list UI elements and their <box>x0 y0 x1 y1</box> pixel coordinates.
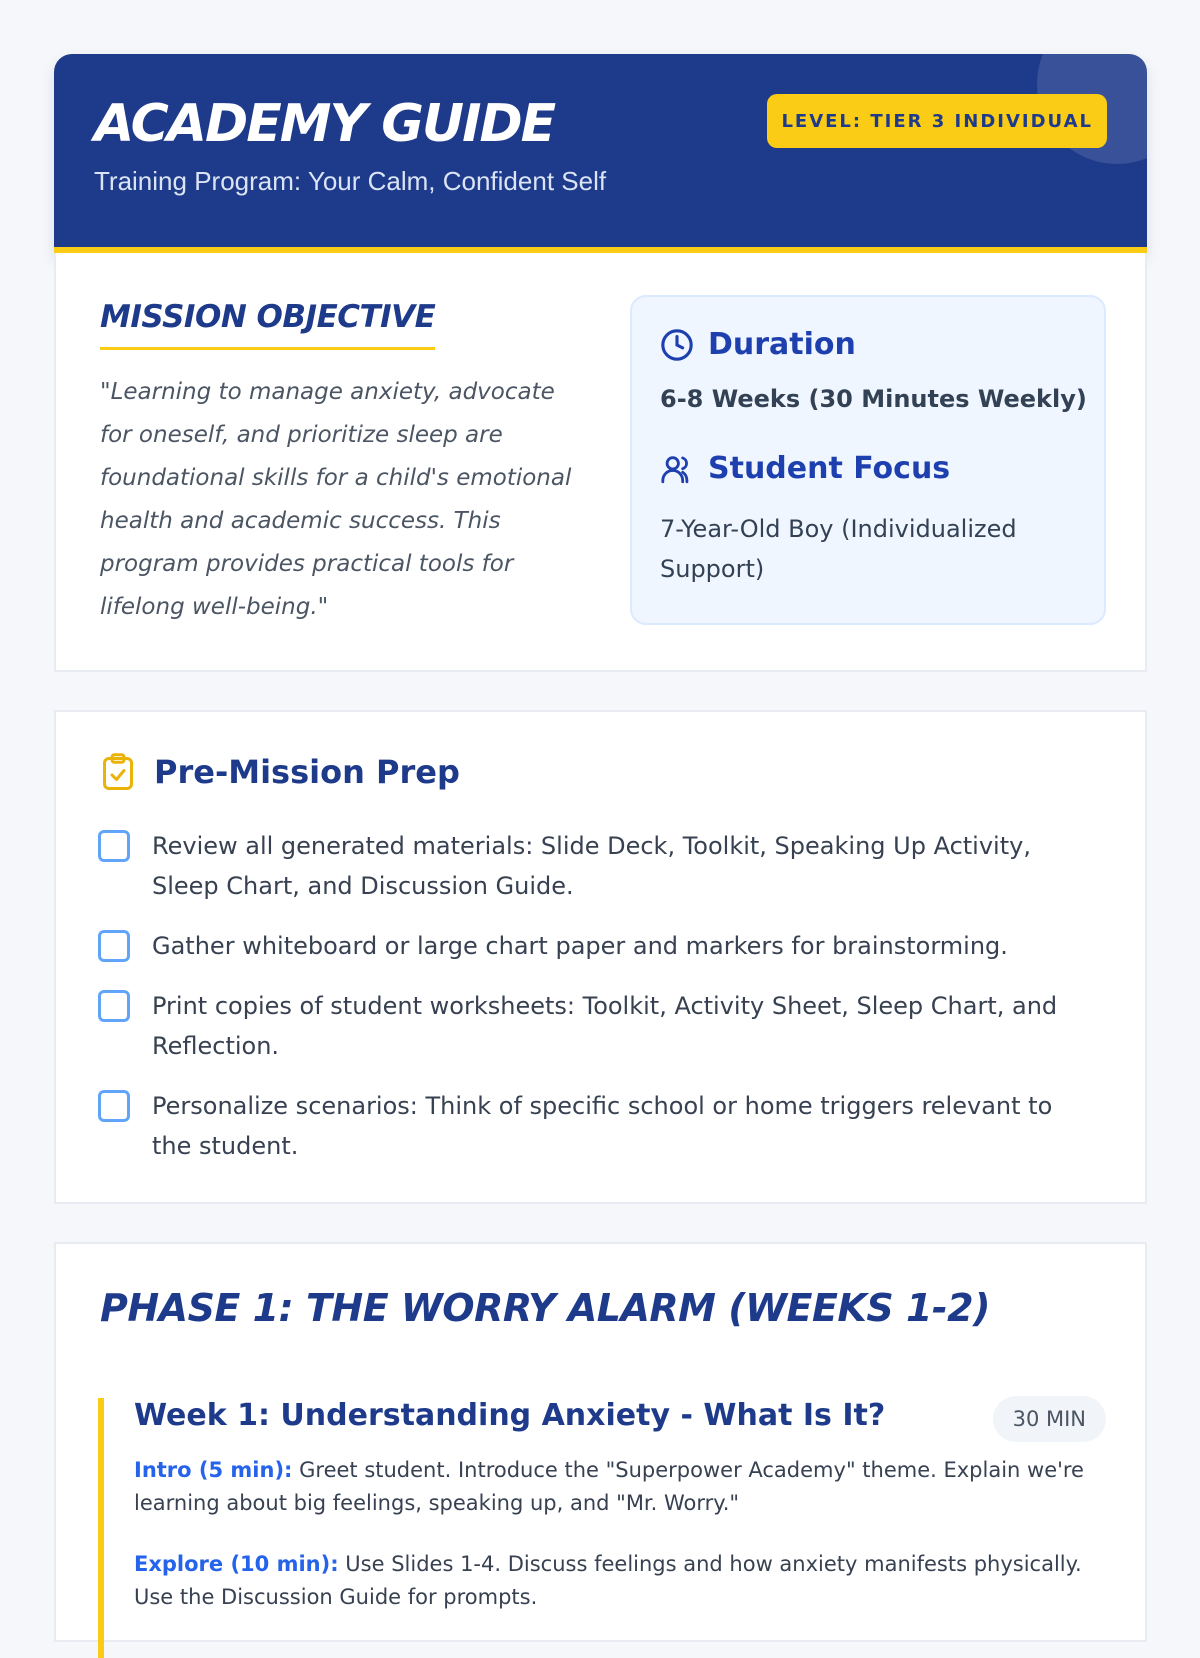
duration-value: 6-8 Weeks (30 Minutes Weekly) <box>660 385 1087 413</box>
week-1-card <box>98 1398 1106 1658</box>
prep-item <box>98 826 1098 906</box>
mission-quote: "Learning to manage anxiety, advocate for oneself, and prioritize sleep are foundational skills for a child's emotional health and academic success. This program provides practical tools for lifelong well-being." <box>100 379 572 620</box>
prep-heading <box>100 752 460 792</box>
intro-paragraph <box>134 1454 1094 1520</box>
prep-title: Pre-Mission Prep <box>154 753 460 791</box>
explore-label: Explore (10 min): <box>134 1552 339 1576</box>
duration-heading <box>660 327 856 362</box>
page-title: ACADEMY GUIDE <box>94 94 555 154</box>
focus-label: Student Focus <box>708 451 951 486</box>
duration-badge: 30 MIN <box>993 1396 1106 1442</box>
intro-label: Intro (5 min): <box>134 1458 293 1482</box>
mission-title: MISSION OBJECTIVE <box>100 299 435 350</box>
prep-checkbox[interactable] <box>98 1090 130 1122</box>
prep-item <box>98 926 1098 966</box>
duration-label: Duration <box>708 327 856 362</box>
academy-guide-page <box>54 54 1147 1642</box>
clipboard-check-icon <box>100 752 136 792</box>
users-icon <box>660 452 694 486</box>
focus-heading <box>660 451 950 486</box>
guide-header <box>54 54 1147 253</box>
mission-section <box>54 253 1147 672</box>
explore-text: Use Slides 1-4. Discuss feelings and how anxiety manifests physically. Use the Discussion Guide for prompts. <box>134 1552 1082 1609</box>
week-title: Week 1: Understanding Anxiety - What Is It? <box>134 1398 886 1433</box>
prep-checkbox[interactable] <box>98 830 130 862</box>
explore-paragraph <box>134 1548 1094 1614</box>
prep-item-text: Personalize scenarios: Think of specific school or home triggers relevant to the student. <box>152 1092 1053 1160</box>
prep-checklist <box>98 826 1098 1186</box>
page-subtitle: Training Program: Your Calm, Confident Self <box>94 166 607 196</box>
mission-info-box <box>630 295 1106 625</box>
focus-value: 7-Year-Old Boy (Individualized Support) <box>660 515 1017 583</box>
intro-text: Greet student. Introduce the "Superpower Academy" theme. Explain we're learning about big feelings, speaking up, and "Mr. Worry." <box>134 1458 1084 1515</box>
clock-icon <box>660 328 694 362</box>
prep-item-text: Review all generated materials: Slide Deck, Toolkit, Speaking Up Activity, Sleep Chart, and Discussion Guide. <box>152 832 1031 900</box>
phase-title: PHASE 1: THE WORRY ALARM (WEEKS 1-2) <box>100 1286 990 1330</box>
prep-checkbox[interactable] <box>98 930 130 962</box>
prep-item-text: Print copies of student worksheets: Toolkit, Activity Sheet, Sleep Chart, and Reflection. <box>152 992 1058 1060</box>
prep-checkbox[interactable] <box>98 990 130 1022</box>
prep-item-text: Gather whiteboard or large chart paper and markers for brainstorming. <box>152 932 1008 960</box>
prep-item <box>98 986 1098 1066</box>
prep-item <box>98 1086 1098 1166</box>
phase-1-section <box>54 1242 1147 1642</box>
prep-section <box>54 710 1147 1204</box>
level-badge: LEVEL: TIER 3 INDIVIDUAL <box>767 94 1107 148</box>
